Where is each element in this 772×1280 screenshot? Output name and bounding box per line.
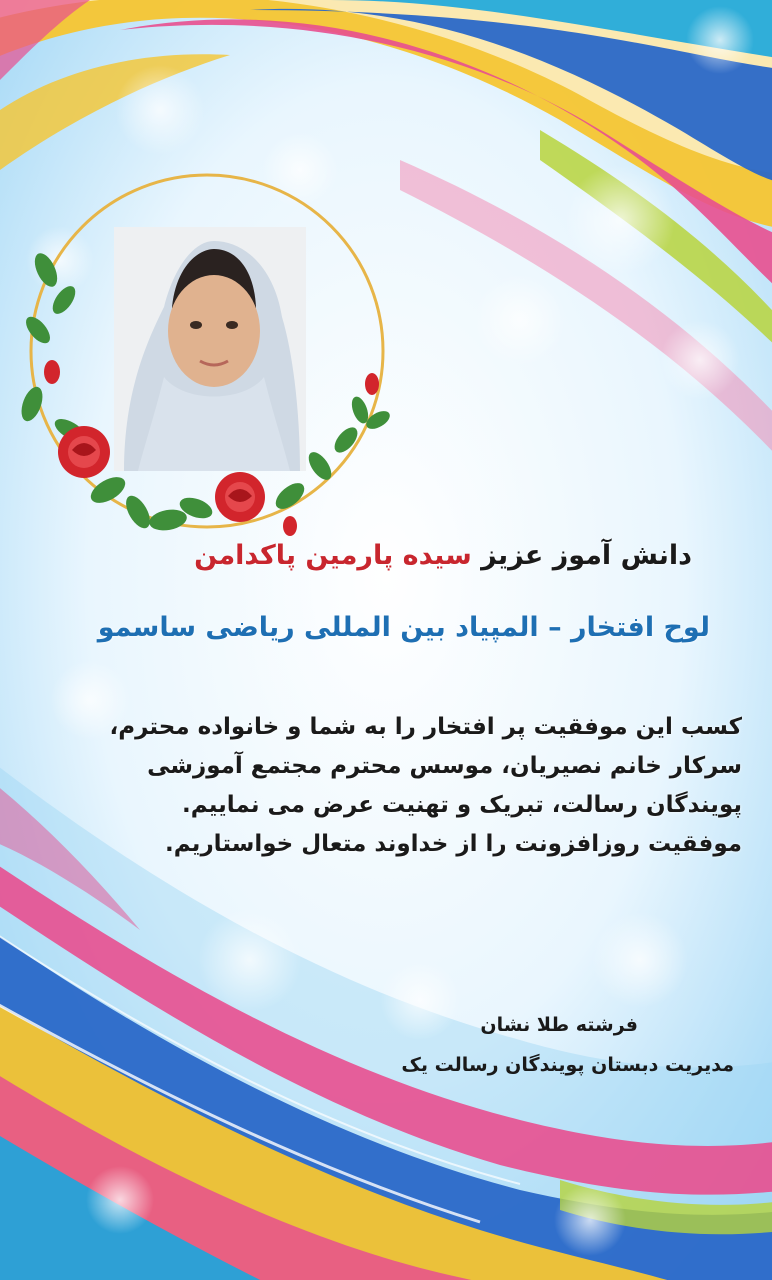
message-line: موفقیت روزافزونت را از خداوند متعال خواستاریم.	[165, 831, 742, 857]
message-line: سرکار خانم نصیریان، موسس محترم مجتمع آموزشی	[147, 753, 742, 779]
congratulation-message	[22, 708, 742, 864]
greeting-prefix: دانش آموز عزیز	[481, 540, 692, 571]
message-line: پویندگان رسالت، تبریک و تهنیت عرض می نماییم.	[182, 792, 742, 818]
greeting-heading	[52, 540, 692, 571]
award-title: لوح افتخار – المپیاد بین المللی ریاضی ساسمو	[97, 612, 710, 643]
message-line: کسب این موفقیت پر افتخار را به شما و خانواده محترم،	[109, 714, 742, 740]
student-photo	[114, 227, 306, 471]
signer-name: فرشته طلا نشان	[480, 1014, 638, 1036]
signer-role: مدیریت دبستان پویندگان رسالت یک	[401, 1054, 734, 1076]
student-name: سیده پارمین پاکدامن	[194, 540, 472, 571]
